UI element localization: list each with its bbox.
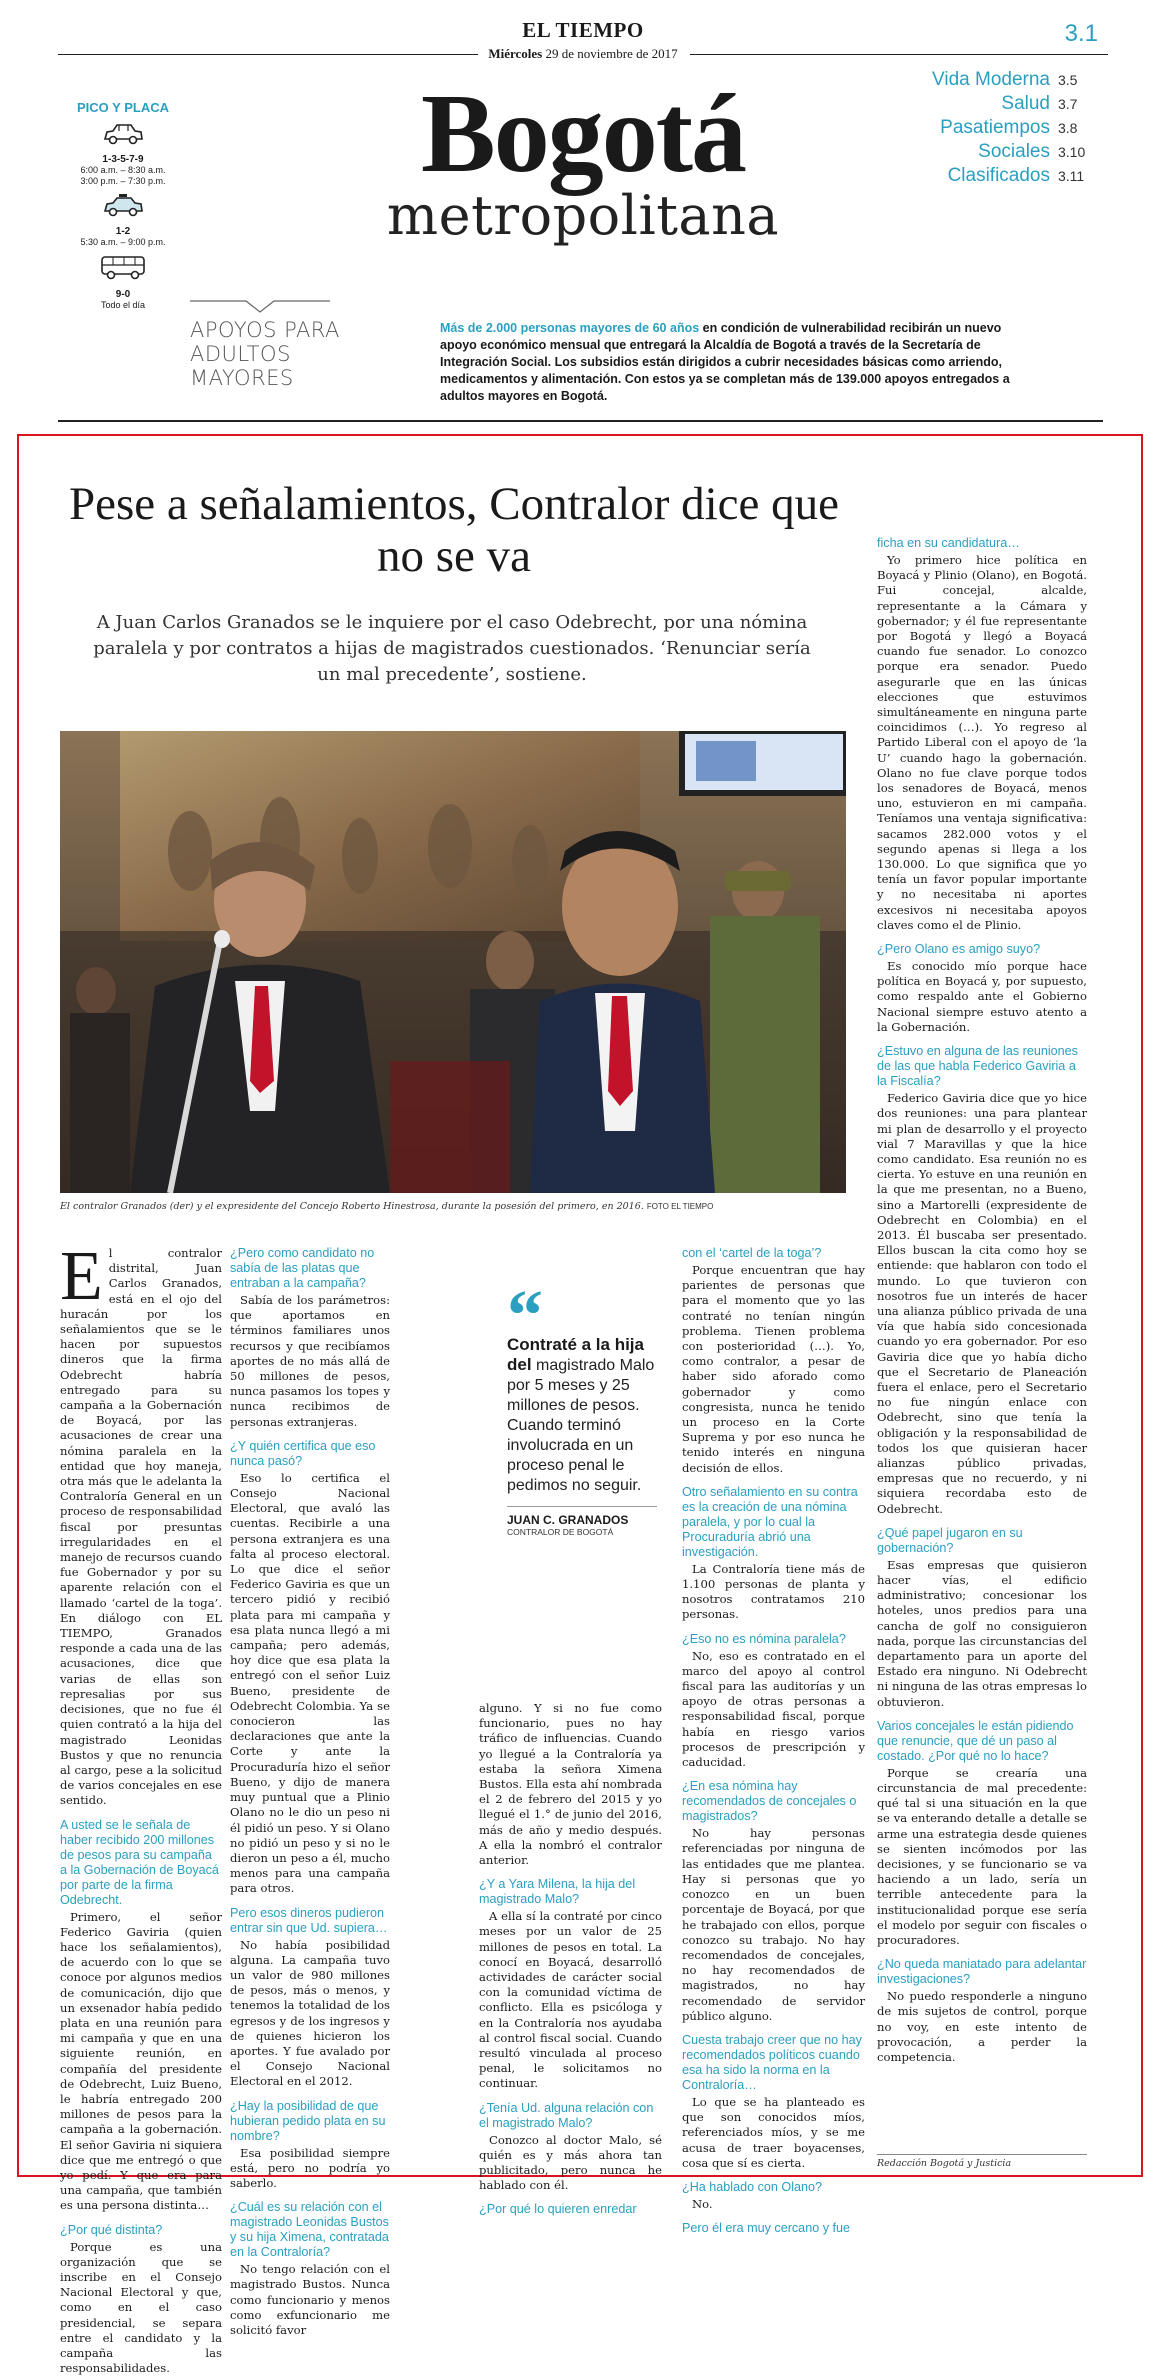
article-headline: Pese a señalamientos, Contralor dice que no se va [68, 478, 840, 582]
question: ¿Por qué distinta? [60, 2222, 163, 2237]
pull-quote-lead: Contraté a la hija del [507, 1335, 644, 1374]
article-frame [17, 434, 1143, 2376]
question: ¿Ha hablado con Olano? [682, 2179, 823, 2194]
article-column-1: El contralor distrital, Juan Carlos Granados, está en el ojo del huracán por los señalamientos que se le hacen por supuestos dineros que la firma Odebrecht habría entregado para su campaña a la Gobernación de Boyacá, por las acusaciones de crear una nómina paralela en la entidad que hoy maneja, otra más que le adelanta la Contraloría General en un proceso de responsabilidad fiscal por presuntas irregularidades en el manejo de recursos cuando fue Gobernador y por su aparente relación con el llamado ‘cartel de la toga’. En diálogo con EL TIEMPO, Granados responde a cada una de las acusaciones, dice que varias de ellas son represalias por sus decisiones, que no fue él quien contrató a la hija del magistrado Leonidas Bustos y que no renuncia al cargo, pese a la solicitud de varios concejales en ese sentido. A usted se le señala de haber recibido 200 millones de pesos para su campaña a la Gobernación de Boyacá por parte de la firma Odebrecht. Primero, el señor Federico Gaviria (quien hace los señalamientos), de acuerdo con lo que se conoce por algunos medios de comunicación, dijo que un exsenador había pedido plata en una reunión para mi campaña y que en una siguiente reunión, en compañía del presidente de Odebrecht, Luiz Bueno, le habría entregado 200 millones de pesos para la campaña a la gobernación. El señor Gaviria ni siquiera dice que me entregó o que yo pedí. Y que era para una campaña, que también es una persona distinta… ¿Por qué distinta? Porque es una organización que se inscribe en el Consejo Nacional Electoral y que, como en el caso presidencial, se separa entre el candidato y la campaña las responsabilidades. [60, 1238, 222, 2376]
question: ¿Cuál es su relación con el magistrado Leonidas Bustos y su hija Ximena, contratada en la Contraloría? [230, 2200, 389, 2260]
question: ¿Y quién certifica que eso nunca pasó? [230, 1438, 376, 1468]
bus-icon [99, 254, 147, 282]
pull-quote-text: magistrado Malo por 5 meses y 25 millones de pesos. Cuando terminó involucrada en un proceso penal le pedimos no seguir. [507, 1357, 655, 1494]
question: ¿Tenía Ud. alguna relación con el magistrado Malo? [479, 2100, 654, 2130]
question: ¿Pero como candidato no sabía de las platas que entraban a la campaña? [230, 1246, 375, 1290]
question: ficha en su candidatura… [877, 536, 1020, 550]
car-icon [101, 121, 145, 147]
pull-quote [507, 1275, 663, 1537]
paper-name: EL TIEMPO [522, 18, 644, 42]
question: ¿Eso no es nómina paralela? [682, 1631, 846, 1646]
pico-y-placa-title: PICO Y PLACA [77, 100, 169, 115]
edition-date: Miércoles 29 de noviembre de 2017 [488, 46, 678, 61]
brief-pointer-icon [190, 300, 330, 314]
article-column-5: ficha en su candidatura… Yo primero hice política en Boyacá y Plinio (Olano), en Bogotá. Fui concejal, alcalde, representante a la Cámara y gobernador; y él fue representante por Bogotá y llegó a Boyacá cuando fue senador. Lo conozco porque era senador. Puedo asegurarle que en las únicas elecciones que estuvimos simultáneamente en ninguna parte coincidimos (…). Yo regreso al Partido Liberal con el apoyo de ‘la U’ cuando hago la gobernación. Olano no fue clave porque todos los senadores de Boyacá, menos uno, estuvieron en mi campaña. Teníamos una ventaja significativa: sacamos 282.000 votos y el segundo apenas si llega a los 130.000. Lo que significa que yo tenía un favor popular importante y no necesitaba ni aportes excesivos ni necesitaba apoyos claves como el de Plinio. ¿Pero Olano es amigo suyo? Es conocido mío porque hace política en Boyacá y, por supuesto, como respaldo ante el Gobierno Nacional siempre estuvo atento a la Gobernación. ¿Estuvo en alguna de las reuniones de las que habla Federico Gaviria a la Fiscalía? Federico Gaviria dice que yo hice dos reuniones: una para plantear mi plan de desarrollo y el proyecto vial 7 Maravillas y que la hice como candidato. Esa reunión no es cierta. Yo estuve en una reunión en la que me presentan, no a Bueno, sino a Martorelli (expresidente de Odebrecht en Colombia) en el 2013. Él buscaba ser presentado. Ellos buscan la cita como hoy se entiende: que hablaron con todo el mundo. Lo que tuvieron con nosotros fue un interés de hacer una alianza público privada de una vía que había sido concesionada cuando yo era gobernador. Por eso Gaviria dice que yo había dicho que el Secretario de Planeación fuera el enlace, pero el Secretario no fue ningún enlace con Odebrecht, sino que tenía la obligación y la responsabilidad de todos los que quisieran hacer alianzas público privadas, empresas que no recuerdo, y ni siquiera recordaba esto de Odebrecht. ¿Qué papel jugaron en su gobernación? Esas empresas que quisieron hacer vías, el edificio administrativo; concesionar los hoteles, unos predios para una cancha de golf no consiguieron nada, porque las circunstancias del departamento para un aporte del Estado era ninguno. Ni Odebrecht ni ninguna de las otras empresas lo obtuvieron. Varios concejales le están pidiendo que renuncie, que dé un paso al costado. ¿Por qué no lo hace? Porque se crearía una circunstancia de mal precedente: qué tal si una situación en la que se va enterando detalle a detalle se arme una estrategia desde quienes se sienten incómodos por las decisiones, y se funcionario se va haciendo a un lado, sería un terrible antecedente para la institucionalidad porque ese sería el modelo por seguir con fiscales o procuradores. ¿No queda maniatado para adelantar investigaciones? No puedo responderle a ninguno de mis sujetos de control, porque no voy, en este intento de provocación, a perder la competencia. [877, 536, 1087, 2065]
question: ¿Pero Olano es amigo suyo? [877, 942, 1041, 957]
taxi-icon [101, 193, 145, 219]
index-item[interactable]: Salud 3.7 [1001, 93, 1078, 114]
question: con el ‘cartel de la toga’? [682, 1246, 822, 1260]
article-column-3: alguno. Y si no fue como funcionario, pues no hay tráfico de influencias. Cuando yo llegué a la Contraloría ya estaba la señora Ximena Bustos. Ella esta ahí nombrada el 2 de febrero del 2015 y yo llegué el 1.° de junio del 2016, más de año y medio después. A ella la nombró el contralor anterior. ¿Y a Yara Milena, la hija del magistrado Malo? A ella sí la contraté por cinco meses por un valor de 25 millones de pesos en total. La conocí en Boyacá, desarrolló actividades de carácter social con la comunidad víctima de conflicto. Ella es psicóloga y en la Contraloría nos ayudaba al control fiscal social. Cuando resultó vinculada al proceso penal, le solicitamos no continuar. ¿Tenía Ud. alguna relación con el magistrado Malo? Conozco al doctor Malo, sé quién es y más ahora tan publicitado, pero nunca he hablado con él. ¿Por qué lo quieren enredar [479, 1701, 662, 2217]
question: Otro señalamiento en su contra es la creación de una nómina paralela, y por lo cual la Procuraduría abrió una investigación. [682, 1484, 858, 1559]
question: Pero esos dineros pudieron entrar sin que Ud. supiera… [230, 1905, 388, 1935]
apoyos-heading: APOYOS PARA ADULTOS MAYORES [190, 318, 340, 390]
pull-quote-author: JUAN C. GRANADOS [507, 1513, 629, 1527]
article-deck: A Juan Carlos Granados se le inquiere por el caso Odebrecht, por una nómina paralela y por contratos a hijas de magistrados cuestionados. ‘Renunciar sería un mal precedente’, sostiene. [93, 612, 811, 685]
question: Cuesta trabajo creer que no hay recomendados políticos cuando esa ha sido la norma en la Contraloría… [682, 2032, 862, 2092]
index-item[interactable]: Sociales 3.10 [978, 141, 1086, 162]
index-item[interactable]: Pasatiempos 3.8 [940, 117, 1078, 138]
index-item[interactable]: Clasificados 3.11 [947, 165, 1085, 186]
photo-illustration [60, 731, 846, 1193]
question: Pero él era muy cercano y fue [682, 2221, 850, 2236]
question: ¿Por qué lo quieren enredar [479, 2202, 637, 2217]
article-column-2: ¿Pero como candidato no sabía de las platas que entraban a la campaña? Sabía de los parámetros: que aportamos en términos familiares unos recursos y que recibíamos aportes de no más allá de 50 millones de pesos, nunca pasamos los topes y nunca recibimos de personas extranjeras. ¿Y quién certifica que eso nunca pasó? Eso lo certifica el Consejo Nacional Electoral, que avaló las cuentas. Recibirle a una persona extranjera es una falta al proceso electoral. Lo que dice el señor Federico Gaviria es que un tercero pidió y recibió plata para mi campaña y esa plata nunca llegó a mi campaña; pero además, hoy dice que esa plata la entregó con el señor Luiz Bueno, presidente de Odebrecht Colombia. Ya se conocieron las declaraciones que ante la Corte y ante la Procuraduría hizo el señor Bueno, y dijo de manera muy puntual que a Plinio Olano no le dio un peso ni él pidió un peso. Y si Olano no pidió un peso y si no le dieron un peso a él, mucho menos para una campaña para otros. Pero esos dineros pudieron entrar sin que Ud. supiera… No había posibilidad alguna. La campaña tuvo un valor de 980 millones de pesos, más o menos, y tenemos la totalidad de los egresos y de los ingresos y de quienes hicieron los aportes. Y fue avalado por el Consejo Nacional Electoral en el 2012. ¿Hay la posibilidad de que hubieran pedido plata en su nombre? Esa posibilidad siempre está, pero no podría yo saberlo. ¿Cuál es su relación con el magistrado Leonidas Bustos y su hija Ximena, contratada en la Contraloría? No tengo relación con el magistrado Bustos. Nunca como funcionario y menos como exfuncionario me solicitó favor [230, 1246, 390, 2337]
article-photo [60, 731, 846, 1193]
article-signature: Redacción Bogotá y Justicia [877, 2154, 1087, 2169]
section-index [932, 68, 1102, 188]
question: ¿Estuvo en alguna de las reuniones de las que habla Federico Gaviria a la Fiscalía? [877, 1044, 1078, 1089]
question: ¿Hay la posibilidad de que hubieran pedido plata en su nombre? [230, 2098, 386, 2143]
question: ¿No queda maniatado para adelantar investigaciones? [877, 1957, 1087, 1987]
quote-mark-icon: “ [507, 1275, 543, 1355]
question: A usted se le señala de haber recibido 200 millones de pesos para su campaña a la Gobernación de Boyacá por parte de la firma Odebrecht. [60, 1817, 219, 1907]
drop-cap: E [60, 1238, 103, 1315]
header-bottom-rule [58, 420, 1103, 422]
section-subtitle: metropolitana [386, 184, 780, 247]
pull-quote-divider [507, 1506, 657, 1507]
pyp-taxi: 1-2 5:30 a.m. – 9:00 p.m. [58, 193, 188, 248]
pull-quote-role: CONTRALOR DE BOGOTÁ [507, 1527, 614, 1537]
section-title: Bogotá [421, 72, 745, 196]
photo-credit: FOTO EL TIEMPO [646, 1202, 714, 1211]
pyp-private: 1-3-5-7-9 6:00 a.m. – 8:30 a.m. 3:00 p.m. – 7:30 p.m. [58, 121, 188, 187]
question: ¿Qué papel jugaron en su gobernación? [877, 1525, 1023, 1555]
apoyos-brief [190, 300, 1040, 403]
question: ¿En esa nómina hay recomendados de concejales o magistrados? [682, 1779, 857, 1824]
question: Varios concejales le están pidiendo que renuncie, que dé un paso al costado. ¿Por qué no lo hace? [877, 1718, 1074, 1763]
index-item[interactable]: Vida Moderna 3.5 [932, 69, 1078, 90]
pico-y-placa [58, 100, 188, 317]
question: ¿Y a Yara Milena, la hija del magistrado Malo? [479, 1877, 636, 1907]
page-number: 3.1 [1064, 20, 1098, 47]
apoyos-text: Más de 2.000 personas mayores de 60 años en condición de vulnerabilidad recibirán un nuevo apoyo económico mensual que entregará la Alcaldía de Bogotá a través de la Secretaría de Integración Social. Los subsidios están dirigidos a cubrir necesidades básicas como arriendo, medicamentos y alimentación. Con estos ya se completan más de 139.000 apoyos entregados a adultos mayores en Bogotá. [440, 321, 1010, 403]
pyp-bus: 9-0 Todo el día [58, 254, 188, 311]
photo-caption: El contralor Granados (der) y el expresidente del Concejo Roberto Hinestrosa, durante la posesión del primero, en 2016. FOTO EL TIEMPO [60, 1201, 714, 1212]
article-column-4: con el ‘cartel de la toga’? Porque encuentran que hay parientes de personas que para el momento que yo las contraté no tenían ningún problema. Tienen problema con posterioridad (…). Yo, como contralor, a pesar de haber sido aforado como gobernador y como congresista, nunca he tenido un proceso en la Corte Suprema y por eso nunca he tenido interés en ninguna decisión de ellos. Otro señalamiento en su contra es la creación de una nómina paralela, y por lo cual la Procuraduría abrió una investigación. La Contraloría tiene más de 1.100 personas de planta y nosotros contratamos 210 personas. ¿Eso no es nómina paralela? No, eso es contratado en el marco del apoyo al control fiscal para las auditorías y un apoyo de otras personas a responsabilidad fiscal, porque había en riesgo varios procesos de prescripción y caducidad. ¿En esa nómina hay recomendados de concejales o magistrados? No hay personas referenciadas por ninguna de las entidades que me plantea. Hay si personas que yo conozco en un buen porcentaje de Boyacá, por que he trabajado con ellos, porque conozco su trabajo. No hay recomendados de concejales, no hay recomendados de magistrados, no hay recomendado de servidor público alguno. Cuesta trabajo creer que no hay recomendados políticos cuando esa ha sido la norma en la Contraloría… Lo que se ha planteado es que son conocidos míos, referenciados míos, y se me acusa de traer boyacenses, cosa que sí es cierta. ¿Ha hablado con Olano? No. Pero él era muy cercano y fue [682, 1246, 865, 2236]
